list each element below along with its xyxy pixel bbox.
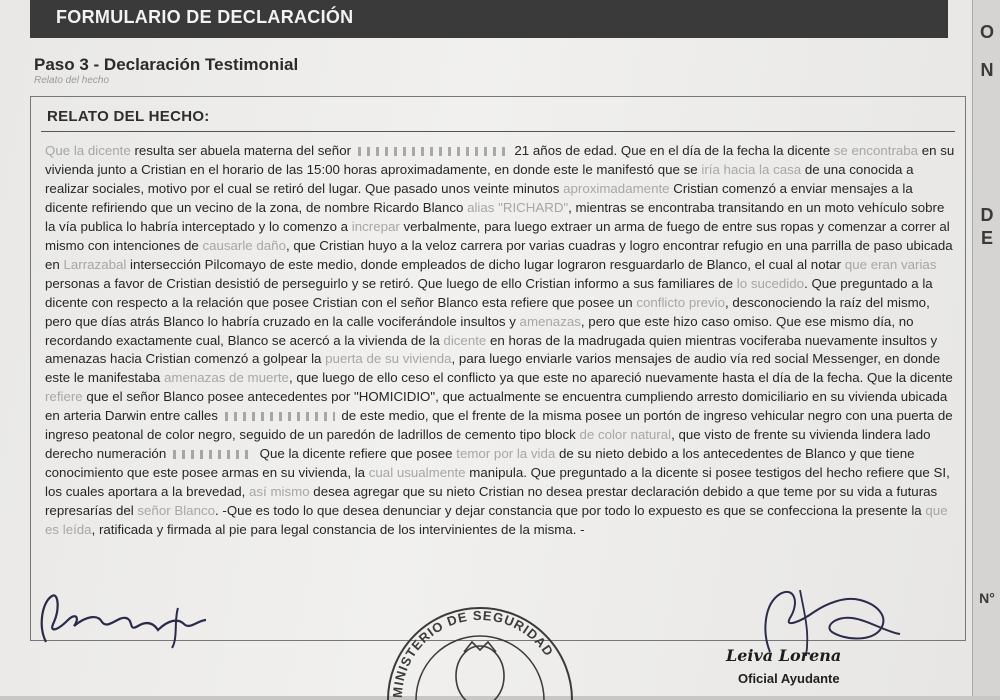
section-divider xyxy=(41,131,955,132)
officer-role: Oficial Ayudante xyxy=(738,671,840,686)
redacted-name xyxy=(358,147,508,156)
svg-text:MINISTERIO DE SEGURIDAD xyxy=(390,608,557,698)
redacted-number xyxy=(173,450,253,459)
edge-letter-3: E xyxy=(980,228,993,248)
statement-text: Que la dicente resulta ser abuela materna del señor 21 años de edad. Que en el día de la fecha la dicente se encontraba en su vivienda junto a Cristian en el horario de las 15:00 horas aproximadamente, en donde este le manifestó que se iría hacia la casa de una conocida a realizar sociales, motivo por el cual se retiró del lugar. Que pasado unos veinte minutos aproximadamente Cristian comenzó a enviar mensajes a la dicente refiriendo que un vecino de la zona, de nombre Ricardo Blanco alias "RICHARD", mientras se encontraba transitando en un moto vehículo sobre la vía publica lo habría interceptado y lo comenzo a increpar verbalmente, para luego extraer un arma de fuego de entre sus ropas y comenzar a correr al mismo con intenciones de causarle daño, que Cristian huyo a la veloz carrera por varias cuadras y logro encontrar refugio en una parrilla de paso ubicada en Larrazabal intersección Pilcomayo de este medio, donde empleados de dicho lugar lograron resguardarlo de Blanco, el cual al notar que eran varias personas a favor de Cristian desistió de perseguirlo y se retiró. Que luego de ello Cristian informo a sus familiares de lo sucedido. Que preguntado a la dicente con respecto a la relación que posee Cristian con el señor Blanco esta refiere que posee un conflicto previo, desconociendo la raíz del mismo, pero que días atrás Blanco lo habría cruzado en la calle vociferándole insultos y amenazas, pero que este hizo caso omiso. Que ese mismo día, no recordando exactamente cual, Blanco se acercó a la vivienda de la dicente en horas de la madrugada quien mientras vociferaba nuevamente insultos y amenazas hacia Cristian comenzó a golpear la puerta de su vivienda, para luego enviarle varios mensajes de audio vía red social Messenger, en donde este le manifestaba amenazas de muerte, que luego de ello ceso el conflicto ya que este no apareció nuevamente hasta el día de la fecha. Que la dicente refiere que el señor Blanco posee antecedentes por "HOMICIDIO", que actualmente se encuentra cumpliendo arresto domiciliario en su vivienda ubicada en arteria Darwin entre calles de este medio, que el frente de la misma posee un portón de ingreso vehicular negro con una puerta de ingreso peatonal de color negro, seguido de un paredón de ladrillos de cemento tipo block de color natural, que visto de frente su vivienda lindera lado derecho numeración Que la dicente refiere que posee temor por la vida de su nieto debido a los antecedentes de Blanco y que tiene conocimiento que este posee armas en su vivienda, la cual usualmente manipula. Que preguntado a la dicente si posee testigos del hecho refiere que SI, los cuales aportara a la brevedad, así mismo desea agregar que su nieto Cristian no desea prestar declaración debido a que teme por su vida a futuras represarías del señor Blanco. -Que es todo lo que desea denunciar y dejar constancia que por todo lo expuesto es que se confecciona la presente la que es leída, ratificada y firmada al pie para legal constancia de los intervinientes de la misma. - xyxy=(45,143,955,538)
seal-text: MINISTERIO DE SEGURIDAD xyxy=(389,607,557,699)
ministry-seal xyxy=(380,580,580,700)
redacted-streets xyxy=(225,412,335,421)
form-header xyxy=(30,0,948,38)
step-subtitle: Relato del hecho xyxy=(34,75,110,86)
edge-letter-2: D xyxy=(980,205,994,225)
declarant-signature xyxy=(28,590,218,650)
step-title: Paso 3 - Declaración Testimonial xyxy=(34,55,299,74)
edge-letter-top: O xyxy=(979,22,994,42)
adjacent-page-edge xyxy=(972,0,1000,696)
section-title: RELATO DEL HECHO: xyxy=(47,108,210,125)
form-header-title: FORMULARIO DE DECLARACIÓN xyxy=(56,7,354,27)
edge-number: N° xyxy=(979,590,995,606)
edge-letter-1: N xyxy=(980,60,994,80)
officer-name: Leiva Lorena xyxy=(726,646,842,665)
statement-box xyxy=(30,96,966,641)
